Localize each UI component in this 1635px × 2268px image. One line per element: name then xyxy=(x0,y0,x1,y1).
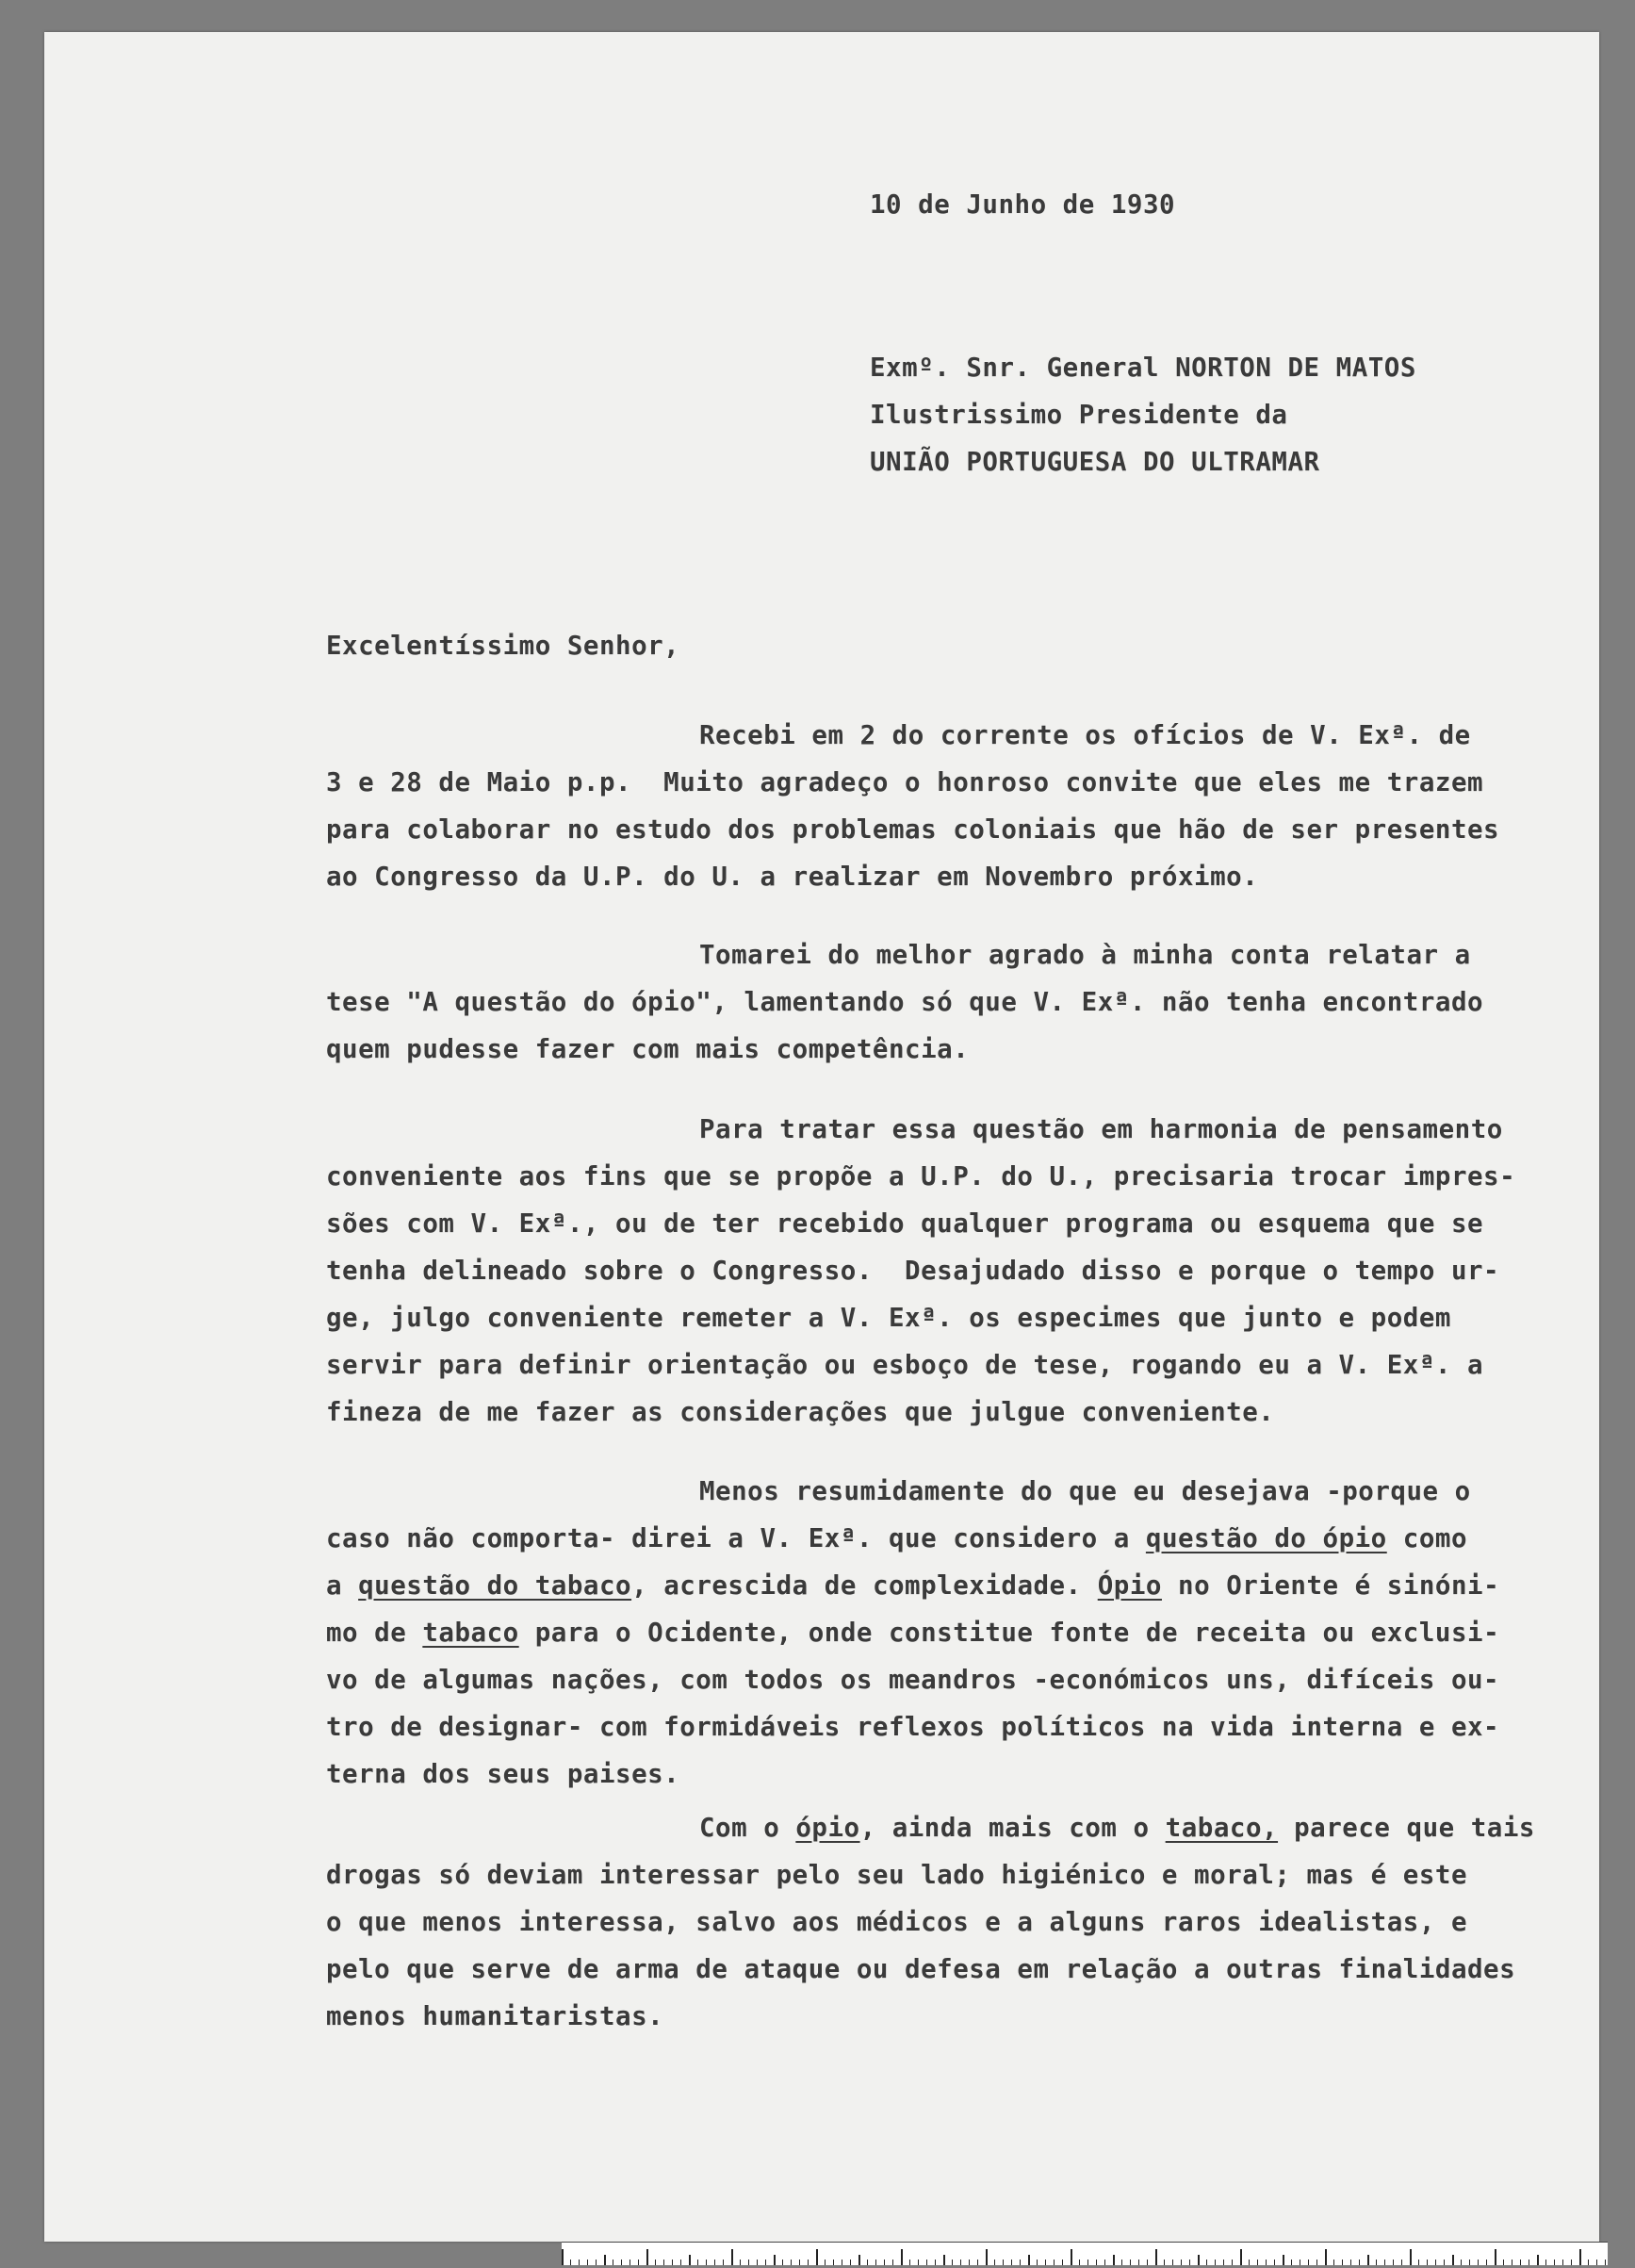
underlined-term: questão do ópio xyxy=(1145,1523,1387,1553)
ruler-tick xyxy=(1028,2255,1030,2265)
body-line: Com o ópio, ainda mais com o tabaco, parece que tais xyxy=(699,1813,1535,1843)
ruler-tick xyxy=(1596,2260,1597,2265)
ruler-tick xyxy=(1308,2260,1309,2265)
ruler-tick xyxy=(1427,2260,1428,2265)
body-line: o que menos interessa, salvo aos médicos e a alguns raros idealistas, e xyxy=(326,1907,1468,1937)
ruler-tick xyxy=(816,2249,818,2265)
ruler-tick xyxy=(680,2260,681,2265)
ruler-tick xyxy=(774,2255,776,2265)
ruler-tick xyxy=(1367,2255,1369,2265)
ruler-tick xyxy=(1096,2260,1097,2265)
ruler-tick xyxy=(1037,2260,1038,2265)
ruler-tick xyxy=(1011,2260,1012,2265)
body-line: caso não comporta- direi a V. Exª. que considero a questão do ópio como xyxy=(326,1523,1468,1553)
ruler-tick xyxy=(638,2260,639,2265)
ruler-tick xyxy=(672,2260,673,2265)
ruler-tick xyxy=(697,2260,698,2265)
measurement-ruler xyxy=(562,2242,1608,2265)
underlined-term: tabaco, xyxy=(1165,1813,1279,1843)
ruler-tick xyxy=(1478,2260,1479,2265)
recipient-line: Exmº. Snr. General NORTON DE MATOS xyxy=(870,353,1416,383)
ruler-tick xyxy=(1189,2260,1190,2265)
ruler-tick xyxy=(1376,2260,1377,2265)
ruler-tick xyxy=(587,2260,588,2265)
ruler-tick xyxy=(1461,2260,1462,2265)
ruler-tick xyxy=(748,2260,749,2265)
ruler-tick xyxy=(799,2260,800,2265)
body-line: terna dos seus paises. xyxy=(326,1759,680,1789)
body-line: pelo que serve de arma de ataque ou defesa em relação a outras finalidades xyxy=(326,1954,1516,1984)
body-line: ao Congresso da U.P. do U. a realizar em Novembro próximo. xyxy=(326,862,1259,892)
ruler-tick xyxy=(731,2249,733,2265)
ruler-tick xyxy=(884,2260,885,2265)
body-line: tenha delineado sobre o Congresso. Desajudado disso e porque o tempo ur- xyxy=(326,1256,1500,1286)
ruler-tick xyxy=(1495,2249,1496,2265)
ruler-tick xyxy=(875,2260,876,2265)
ruler-tick xyxy=(629,2260,630,2265)
ruler-tick xyxy=(1444,2260,1445,2265)
ruler-tick xyxy=(1469,2260,1470,2265)
salutation: Excelentíssimo Senhor, xyxy=(326,631,680,661)
ruler-tick xyxy=(1435,2260,1436,2265)
ruler-tick xyxy=(1130,2260,1131,2265)
ruler-tick xyxy=(960,2260,961,2265)
ruler-tick xyxy=(791,2260,792,2265)
body-line: menos humanitaristas. xyxy=(326,2001,664,2031)
ruler-tick xyxy=(714,2260,715,2265)
ruler-tick xyxy=(1104,2260,1105,2265)
ruler-tick xyxy=(1588,2260,1589,2265)
ruler-tick xyxy=(892,2260,893,2265)
ruler-tick xyxy=(757,2260,758,2265)
ruler-tick xyxy=(858,2255,860,2265)
body-line: para colaborar no estudo dos problemas coloniais que hão de ser presentes xyxy=(326,814,1500,845)
ruler-tick xyxy=(1410,2249,1412,2265)
ruler-tick xyxy=(1605,2260,1606,2265)
ruler-tick xyxy=(977,2260,978,2265)
ruler-tick xyxy=(1283,2255,1284,2265)
ruler-tick xyxy=(1164,2260,1165,2265)
body-line: tese "A questão do ópio", lamentando só que V. Exª. não tenha encontrado xyxy=(326,987,1484,1017)
body-line: Para tratar essa questão em harmonia de pensamento xyxy=(699,1114,1503,1144)
ruler-tick xyxy=(1020,2260,1021,2265)
ruler-tick xyxy=(850,2260,851,2265)
ruler-tick xyxy=(1155,2249,1157,2265)
body-line: fineza de me fazer as considerações que julgue conveniente. xyxy=(326,1397,1275,1427)
ruler-tick xyxy=(969,2260,970,2265)
ruler-tick xyxy=(1384,2260,1385,2265)
letter-date: 10 de Junho de 1930 xyxy=(870,189,1176,220)
ruler-tick xyxy=(596,2260,597,2265)
body-line: 3 e 28 de Maio p.p. Muito agradeço o honroso convite que eles me trazem xyxy=(326,767,1484,797)
ruler-tick xyxy=(1325,2249,1327,2265)
ruler-tick xyxy=(1232,2260,1233,2265)
ruler-tick xyxy=(1147,2260,1148,2265)
letter-page xyxy=(44,32,1599,2242)
body-line: Menos resumidamente do que eu desejava -porque o xyxy=(699,1476,1471,1506)
underlined-term: Ópio xyxy=(1097,1570,1162,1601)
ruler-tick xyxy=(1071,2249,1072,2265)
ruler-tick xyxy=(1401,2260,1402,2265)
body-line: Tomarei do melhor agrado à minha conta relatar a xyxy=(699,940,1471,970)
ruler-tick xyxy=(901,2249,903,2265)
ruler-tick xyxy=(1172,2260,1173,2265)
ruler-tick xyxy=(1181,2260,1182,2265)
ruler-tick xyxy=(782,2260,783,2265)
ruler-tick xyxy=(1333,2260,1334,2265)
ruler-tick xyxy=(808,2260,809,2265)
body-line: sões com V. Exª., ou de ter recebido qualquer programa ou esquema que se xyxy=(326,1208,1484,1239)
ruler-tick xyxy=(1537,2255,1539,2265)
ruler-tick xyxy=(1452,2255,1454,2265)
ruler-tick xyxy=(663,2260,664,2265)
body-line: conveniente aos fins que se propõe a U.P. do U., precisaria trocar impres- xyxy=(326,1161,1516,1192)
ruler-tick xyxy=(740,2260,741,2265)
ruler-tick xyxy=(1138,2260,1139,2265)
body-line: mo de tabaco para o Ocidente, onde constitue fonte de receita ou exclusi- xyxy=(326,1618,1500,1648)
body-line: quem pudesse fazer com mais competência. xyxy=(326,1034,970,1064)
ruler-tick xyxy=(1062,2260,1063,2265)
ruler-tick xyxy=(1316,2260,1317,2265)
body-line: tro de designar- com formidáveis reflexos políticos na vida interna e ex- xyxy=(326,1712,1500,1742)
ruler-tick xyxy=(1215,2260,1216,2265)
body-line: Recebi em 2 do corrente os ofícios de V. Exª. de xyxy=(699,720,1471,750)
ruler-tick xyxy=(570,2260,571,2265)
ruler-tick xyxy=(1554,2260,1555,2265)
ruler-tick xyxy=(1003,2260,1004,2265)
underlined-term: questão do tabaco xyxy=(358,1570,632,1601)
ruler-tick xyxy=(604,2255,606,2265)
ruler-tick xyxy=(1113,2255,1115,2265)
ruler-tick xyxy=(1240,2249,1242,2265)
ruler-tick xyxy=(1054,2260,1055,2265)
ruler-tick xyxy=(1359,2260,1360,2265)
ruler-tick xyxy=(1274,2260,1275,2265)
ruler-tick xyxy=(1045,2260,1046,2265)
ruler-tick xyxy=(1087,2260,1088,2265)
body-line: a questão do tabaco, acrescida de complexidade. Ópio no Oriente é sinóni- xyxy=(326,1570,1500,1601)
ruler-tick xyxy=(1393,2260,1394,2265)
ruler-tick xyxy=(986,2249,988,2265)
ruler-tick xyxy=(1350,2260,1351,2265)
ruler-tick xyxy=(706,2260,707,2265)
ruler-tick xyxy=(1206,2260,1207,2265)
ruler-tick xyxy=(1562,2260,1563,2265)
ruler-tick xyxy=(1418,2260,1419,2265)
ruler-tick xyxy=(1520,2260,1521,2265)
body-line: servir para definir orientação ou esboço de tese, rogando eu a V. Exª. a xyxy=(326,1350,1484,1380)
ruler-tick xyxy=(579,2260,580,2265)
ruler-tick xyxy=(1571,2260,1572,2265)
recipient-line: Ilustrissimo Presidente da xyxy=(870,400,1288,430)
ruler-tick xyxy=(689,2255,691,2265)
ruler-tick xyxy=(646,2249,648,2265)
body-line: ge, julgo conveniente remeter a V. Exª. os especimes que junto e podem xyxy=(326,1303,1451,1333)
ruler-tick xyxy=(935,2260,936,2265)
ruler-tick xyxy=(1198,2255,1200,2265)
body-line: vo de algumas nações, com todos os meandros -económicos uns, difíceis ou- xyxy=(326,1665,1500,1695)
ruler-tick xyxy=(1291,2260,1292,2265)
ruler-tick xyxy=(943,2255,945,2265)
ruler-tick xyxy=(1503,2260,1504,2265)
ruler-tick xyxy=(1266,2260,1267,2265)
ruler-tick xyxy=(1342,2260,1343,2265)
ruler-tick xyxy=(994,2260,995,2265)
underlined-term: tabaco xyxy=(422,1618,519,1648)
ruler-tick xyxy=(655,2260,656,2265)
ruler-tick xyxy=(1121,2260,1122,2265)
recipient-line: UNIÃO PORTUGUESA DO ULTRAMAR xyxy=(870,447,1320,477)
ruler-tick xyxy=(1257,2260,1258,2265)
ruler-tick xyxy=(621,2260,622,2265)
ruler-tick xyxy=(765,2260,766,2265)
ruler-tick xyxy=(833,2260,834,2265)
ruler-tick xyxy=(952,2260,953,2265)
ruler-tick xyxy=(918,2260,919,2265)
ruler-tick xyxy=(1486,2260,1487,2265)
underlined-term: ópio xyxy=(795,1813,860,1843)
ruler-tick xyxy=(1223,2260,1224,2265)
ruler-tick xyxy=(1579,2249,1581,2265)
body-line: drogas só deviam interessar pelo seu lado higiénico e moral; mas é este xyxy=(326,1860,1468,1890)
ruler-tick xyxy=(926,2260,927,2265)
ruler-tick xyxy=(1079,2260,1080,2265)
ruler-tick xyxy=(1249,2260,1250,2265)
ruler-tick xyxy=(909,2260,910,2265)
ruler-tick xyxy=(1545,2260,1546,2265)
ruler-tick xyxy=(562,2249,564,2265)
ruler-tick xyxy=(723,2260,724,2265)
ruler-tick xyxy=(825,2260,826,2265)
ruler-tick xyxy=(867,2260,868,2265)
